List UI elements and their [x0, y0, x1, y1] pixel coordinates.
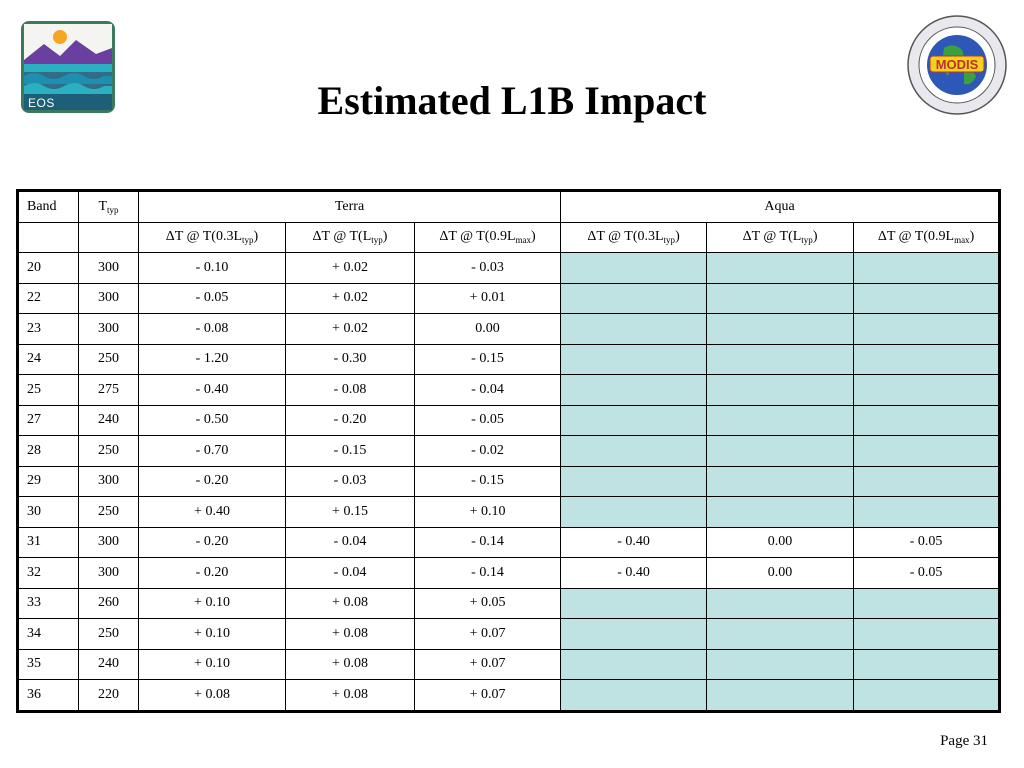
table-row: [18, 588, 1000, 619]
terra-value-cell: - 0.10: [139, 253, 286, 284]
ttyp-cell: 300: [79, 466, 139, 497]
band-cell: 25: [18, 375, 79, 406]
aqua-value-cell: [854, 619, 1000, 650]
terra-header: Terra: [139, 191, 561, 223]
terra-value-cell: 0.00: [415, 314, 561, 345]
aqua-value-cell: [707, 619, 854, 650]
ttyp-cell: 240: [79, 405, 139, 436]
aqua-subheader-0.9lmax: ΔT @ $T(0.9L_{max})$: [854, 222, 1000, 253]
eos-logo-text: EOS: [28, 96, 55, 110]
aqua-value-cell: [854, 253, 1000, 284]
terra-value-cell: - 0.08: [139, 314, 286, 345]
aqua-header: Aqua: [561, 191, 1000, 223]
band-cell: 28: [18, 436, 79, 467]
terra-value-cell: - 1.20: [139, 344, 286, 375]
terra-value-cell: - 0.05: [139, 283, 286, 314]
terra-value-cell: - 0.14: [415, 527, 561, 558]
aqua-value-cell: 0.00: [707, 558, 854, 589]
terra-value-cell: + 0.02: [286, 283, 415, 314]
terra-subheader-0.9lmax: ΔT @ $T(0.9L_{max})$: [415, 222, 561, 253]
terra-value-cell: - 0.15: [286, 436, 415, 467]
terra-value-cell: - 0.15: [415, 466, 561, 497]
table-row: [18, 405, 1000, 436]
ttyp-cell: 240: [79, 649, 139, 680]
terra-value-cell: - 0.08: [286, 375, 415, 406]
table-row: [18, 527, 1000, 558]
aqua-value-cell: [854, 649, 1000, 680]
band-cell: 35: [18, 649, 79, 680]
table-row: [18, 497, 1000, 528]
terra-value-cell: + 0.10: [139, 649, 286, 680]
terra-value-cell: - 0.02: [415, 436, 561, 467]
terra-value-cell: - 0.20: [139, 558, 286, 589]
aqua-value-cell: - 0.40: [561, 558, 707, 589]
ttyp-cell: 250: [79, 497, 139, 528]
aqua-value-cell: [707, 588, 854, 619]
table-row: [18, 375, 1000, 406]
subheader-row: [18, 222, 1000, 253]
aqua-value-cell: [854, 344, 1000, 375]
terra-value-cell: + 0.08: [139, 680, 286, 712]
terra-value-cell: - 0.14: [415, 558, 561, 589]
aqua-value-cell: [561, 466, 707, 497]
terra-value-cell: + 0.08: [286, 680, 415, 712]
aqua-value-cell: [561, 619, 707, 650]
terra-value-cell: + 0.05: [415, 588, 561, 619]
terra-value-cell: + 0.40: [139, 497, 286, 528]
terra-value-cell: + 0.07: [415, 619, 561, 650]
aqua-value-cell: [854, 588, 1000, 619]
terra-value-cell: + 0.07: [415, 649, 561, 680]
aqua-value-cell: [707, 405, 854, 436]
terra-subheader-0.3ltyp: ΔT @ $T(0.3L_{typ})$: [139, 222, 286, 253]
aqua-value-cell: [707, 680, 854, 712]
table-body: [18, 253, 1000, 712]
aqua-value-cell: [854, 314, 1000, 345]
empty-subheader-cell: [18, 222, 79, 253]
band-cell: 24: [18, 344, 79, 375]
table-row: [18, 466, 1000, 497]
band-cell: 31: [18, 527, 79, 558]
band-cell: 27: [18, 405, 79, 436]
ttyp-cell: 300: [79, 283, 139, 314]
terra-value-cell: + 0.10: [415, 497, 561, 528]
aqua-value-cell: [561, 405, 707, 436]
terra-value-cell: + 0.07: [415, 680, 561, 712]
table-row: [18, 649, 1000, 680]
band-header: Band: [18, 191, 79, 223]
aqua-value-cell: [707, 649, 854, 680]
aqua-subheader-ltyp: ΔT @ $T(L_{typ})$: [707, 222, 854, 253]
impact-table: [16, 189, 1001, 713]
band-cell: 23: [18, 314, 79, 345]
aqua-value-cell: [561, 314, 707, 345]
table-row: [18, 314, 1000, 345]
table-row: [18, 283, 1000, 314]
aqua-value-cell: [854, 497, 1000, 528]
aqua-value-cell: [561, 344, 707, 375]
terra-value-cell: - 0.40: [139, 375, 286, 406]
aqua-value-cell: [854, 283, 1000, 314]
aqua-value-cell: [854, 436, 1000, 467]
band-cell: 34: [18, 619, 79, 650]
aqua-value-cell: [707, 497, 854, 528]
aqua-value-cell: [561, 253, 707, 284]
band-cell: 20: [18, 253, 79, 284]
ttyp-cell: 300: [79, 527, 139, 558]
ttyp-cell: 220: [79, 680, 139, 712]
table-row: [18, 619, 1000, 650]
empty-subheader-cell: [79, 222, 139, 253]
ttyp-cell: 300: [79, 314, 139, 345]
aqua-value-cell: [561, 497, 707, 528]
page-title: Estimated L1B Impact: [317, 77, 707, 123]
terra-value-cell: - 0.20: [139, 527, 286, 558]
band-cell: 33: [18, 588, 79, 619]
aqua-value-cell: [561, 680, 707, 712]
terra-value-cell: - 0.20: [286, 405, 415, 436]
ttyp-cell: 275: [79, 375, 139, 406]
aqua-value-cell: - 0.05: [854, 558, 1000, 589]
aqua-value-cell: [854, 375, 1000, 406]
aqua-value-cell: [561, 283, 707, 314]
table-row: [18, 436, 1000, 467]
terra-value-cell: - 0.04: [286, 527, 415, 558]
terra-subheader-ltyp: ΔT @ $T(L_{typ})$: [286, 222, 415, 253]
terra-value-cell: + 0.08: [286, 649, 415, 680]
terra-value-cell: + 0.02: [286, 314, 415, 345]
terra-value-cell: - 0.20: [139, 466, 286, 497]
ttyp-header: $T_{typ}$: [79, 191, 139, 223]
terra-value-cell: - 0.05: [415, 405, 561, 436]
aqua-value-cell: [854, 680, 1000, 712]
terra-value-cell: - 0.50: [139, 405, 286, 436]
ttyp-cell: 250: [79, 344, 139, 375]
modis-logo-text: MODIS: [935, 57, 979, 72]
band-cell: 30: [18, 497, 79, 528]
terra-value-cell: + 0.08: [286, 588, 415, 619]
terra-value-cell: - 0.04: [286, 558, 415, 589]
aqua-value-cell: [854, 466, 1000, 497]
aqua-value-cell: - 0.40: [561, 527, 707, 558]
aqua-value-cell: [707, 253, 854, 284]
terra-value-cell: - 0.30: [286, 344, 415, 375]
table-row: [18, 558, 1000, 589]
terra-value-cell: - 0.03: [415, 253, 561, 284]
aqua-value-cell: [707, 344, 854, 375]
band-cell: 29: [18, 466, 79, 497]
terra-value-cell: - 0.70: [139, 436, 286, 467]
aqua-value-cell: 0.00: [707, 527, 854, 558]
band-cell: 32: [18, 558, 79, 589]
aqua-value-cell: [561, 588, 707, 619]
aqua-value-cell: [854, 405, 1000, 436]
terra-value-cell: - 0.15: [415, 344, 561, 375]
band-cell: 22: [18, 283, 79, 314]
ttyp-cell: 250: [79, 619, 139, 650]
terra-value-cell: + 0.02: [286, 253, 415, 284]
band-cell: 36: [18, 680, 79, 712]
terra-value-cell: - 0.03: [286, 466, 415, 497]
aqua-value-cell: [707, 375, 854, 406]
aqua-value-cell: [707, 283, 854, 314]
ttyp-cell: 250: [79, 436, 139, 467]
modis-emblem-icon: [906, 14, 1008, 116]
table-row: [18, 253, 1000, 284]
terra-value-cell: + 0.01: [415, 283, 561, 314]
aqua-value-cell: [707, 314, 854, 345]
table-row: [18, 680, 1000, 712]
aqua-value-cell: [561, 375, 707, 406]
aqua-subheader-0.3ltyp: ΔT @ $T(0.3L_{typ})$: [561, 222, 707, 253]
ttyp-cell: 260: [79, 588, 139, 619]
aqua-value-cell: - 0.05: [854, 527, 1000, 558]
table-row: [18, 344, 1000, 375]
aqua-value-cell: [561, 436, 707, 467]
page-number: Page 31: [940, 733, 988, 749]
aqua-value-cell: [707, 466, 854, 497]
ttyp-cell: 300: [79, 558, 139, 589]
header-row: [18, 191, 1000, 223]
terra-value-cell: + 0.08: [286, 619, 415, 650]
terra-value-cell: + 0.10: [139, 619, 286, 650]
terra-value-cell: + 0.10: [139, 588, 286, 619]
ttyp-cell: 300: [79, 253, 139, 284]
aqua-value-cell: [561, 649, 707, 680]
aqua-value-cell: [707, 436, 854, 467]
terra-value-cell: + 0.15: [286, 497, 415, 528]
terra-value-cell: - 0.04: [415, 375, 561, 406]
